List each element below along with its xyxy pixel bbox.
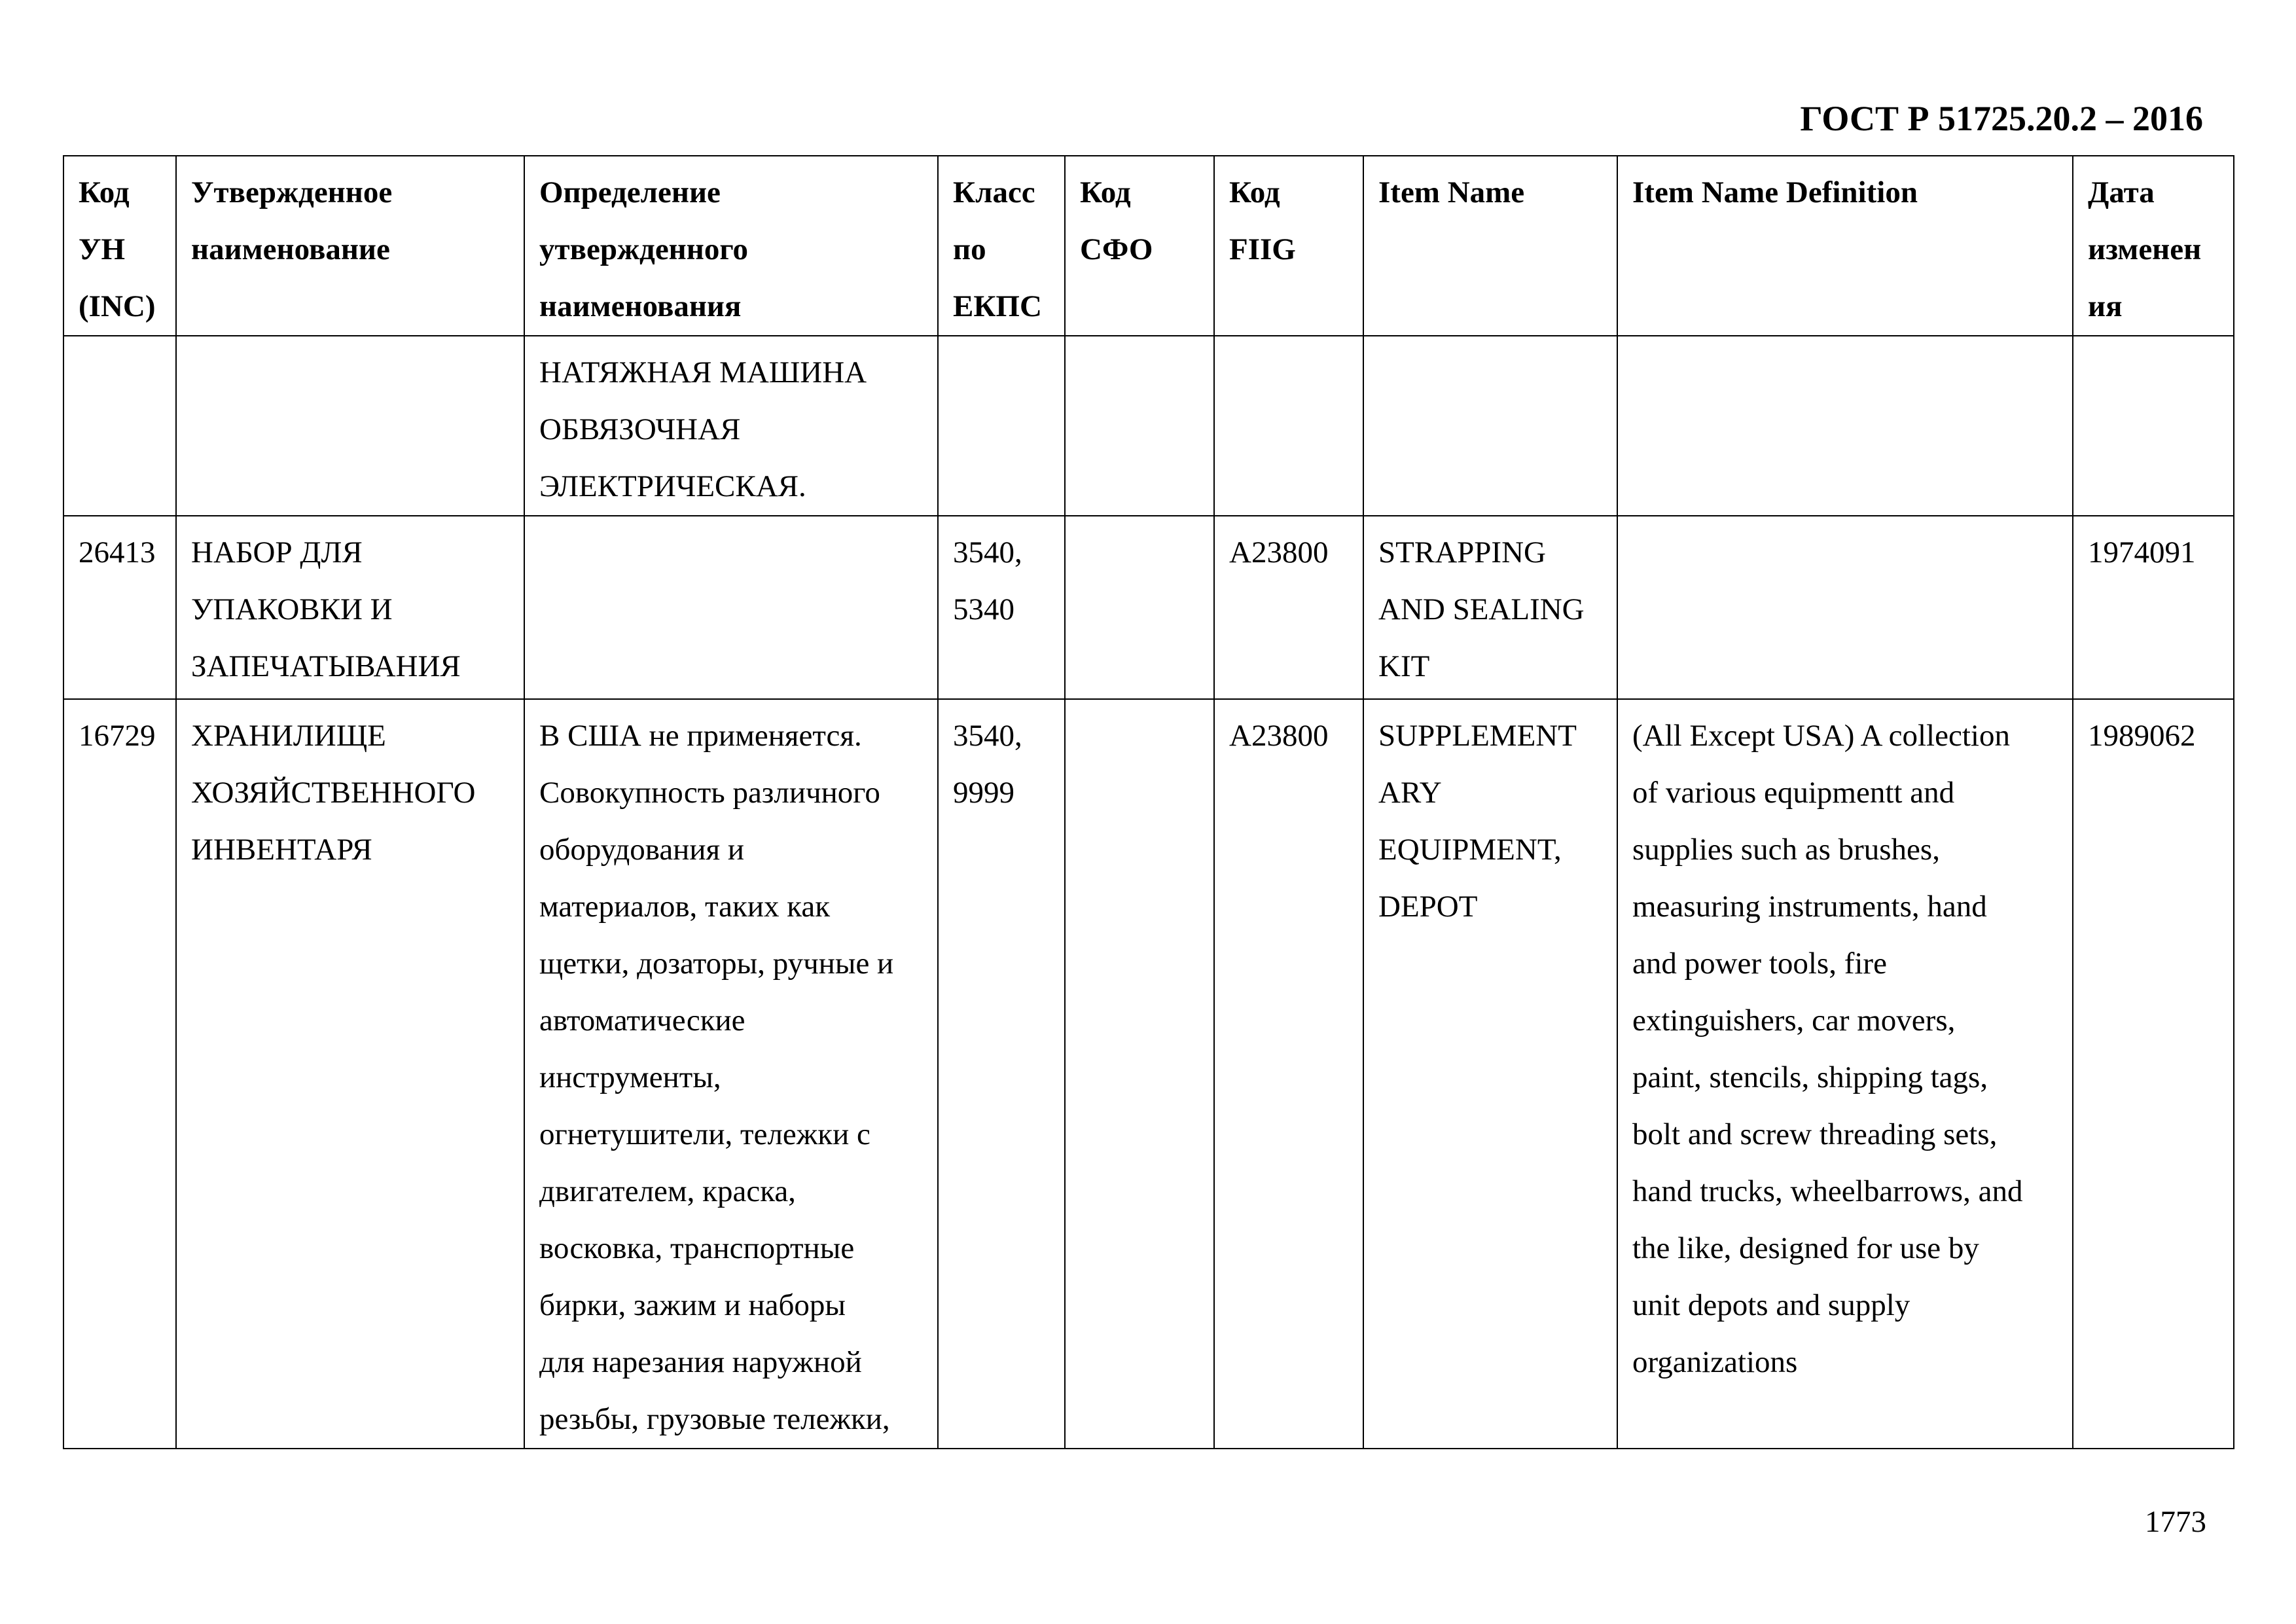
cell-approved-name [176,699,524,1449]
cell-ekps-class [938,336,1065,516]
cell-text-line: Код [79,175,130,209]
cell-text-line: Код [1229,175,1280,209]
cell-text-line: AND SEALING [1378,592,1585,626]
cell-text-line: KIT [1378,649,1430,683]
cell-text-line: Определение [539,175,721,209]
cell-text-line: unit depots and supply [1632,1288,1910,1322]
cell-text-line: the like, designed for use by [1632,1231,1979,1265]
cell-approved-name [176,336,524,516]
cell-sfo-code [1065,516,1214,699]
cell-text-line: 16729 [79,719,156,753]
cell-text-line: ХРАНИЛИЩЕ [191,719,386,753]
cell-text-line: ОБВЯЗОЧНАЯ [539,412,741,446]
cell-text-line: 1974091 [2088,535,2196,569]
cell-text-line: УН [79,232,126,266]
cell-text-line: утвержденного [539,232,749,266]
cell-text-line: Утвержденное [191,175,393,209]
cell-inc [63,336,176,516]
cell-text-line: 3540, [953,719,1022,753]
cell-text-line: SUPPLEMENT [1378,719,1577,753]
cell-text-line: огнетушители, тележки с [539,1117,870,1151]
cell-ekps-class [938,516,1065,699]
table-row [63,336,2234,516]
cell-text-line: DEPOT [1378,890,1478,924]
cell-text-line: measuring instruments, hand [1632,890,1987,924]
cell-text-line: 5340 [953,592,1014,626]
cell-text-line: по [953,232,986,266]
cell-name-definition [524,336,938,516]
cell-item-name-definition [1617,516,2073,699]
cell-inc [63,699,176,1449]
cell-ekps-class [938,699,1065,1449]
cell-text-line: ЕКПС [953,289,1042,323]
header-sfo-code [1065,156,1214,336]
cell-text-line: Дата [2088,175,2155,209]
cell-text-line: В США не применяется. [539,719,862,753]
table-header-row [63,156,2234,336]
cell-change-date [2073,699,2234,1449]
table-row [63,516,2234,699]
cell-name-definition [524,699,938,1449]
cell-text-line: bolt and screw threading sets, [1632,1117,1998,1151]
cell-item-name [1363,699,1617,1449]
cell-change-date [2073,516,2234,699]
document-standard-header: ГОСТ Р 51725.20.2 – 2016 [1800,99,2203,138]
cell-text-line: paint, stencils, shipping tags, [1632,1060,1988,1094]
cell-text-line: Класс [953,175,1035,209]
header-ekps-class [938,156,1065,336]
cell-item-name [1363,336,1617,516]
cell-text-line: наименование [191,232,390,266]
cell-text-line: (INC) [79,289,156,323]
cell-text-line: оборудования и [539,833,745,867]
table-row [63,699,2234,1449]
cell-text-line: extinguishers, car movers, [1632,1003,1956,1038]
cell-text-line: восковка, транспортные [539,1231,855,1265]
cell-text-line: бирки, зажим и наборы [539,1288,846,1322]
cell-text-line: supplies such as brushes, [1632,833,1940,867]
cell-text-line: автоматические [539,1003,745,1038]
cell-fiig-code [1214,699,1363,1449]
header-inc [63,156,176,336]
cell-text-line: Item Name [1378,175,1525,209]
catalog-table [63,155,2234,1449]
cell-text-line: 26413 [79,535,156,569]
cell-fiig-code [1214,336,1363,516]
cell-text-line: двигателем, краска, [539,1174,796,1208]
cell-text-line: изменен [2088,232,2202,266]
cell-text-line: and power tools, fire [1632,947,1887,981]
cell-text-line: ХОЗЯЙСТВЕННОГО [191,776,476,810]
cell-text-line: СФО [1080,232,1153,266]
cell-text-line: материалов, таких как [539,890,831,924]
cell-sfo-code [1065,699,1214,1449]
cell-item-name-definition [1617,336,2073,516]
cell-text-line: A23800 [1229,719,1329,753]
cell-fiig-code [1214,516,1363,699]
cell-text-line: Совокупность различного [539,776,880,810]
cell-name-definition [524,516,938,699]
cell-item-name [1363,516,1617,699]
cell-text-line: ARY [1378,776,1442,810]
cell-text-line: hand trucks, wheelbarrows, and [1632,1174,2023,1208]
cell-inc [63,516,176,699]
cell-text-line: Item Name Definition [1632,175,1918,209]
cell-text-line: НАБОР ДЛЯ [191,535,363,569]
cell-text-line: НАТЯЖНАЯ МАШИНА [539,355,867,389]
cell-approved-name [176,516,524,699]
cell-text-line: 9999 [953,776,1014,810]
cell-item-name-definition [1617,699,2073,1449]
cell-text-line: для нарезания наружной [539,1345,862,1379]
cell-text-line: ЭЛЕКТРИЧЕСКАЯ. [539,469,806,503]
cell-text-line: резьбы, грузовые тележки, [539,1402,890,1436]
cell-text-line: щетки, дозаторы, ручные и [539,947,894,981]
cell-text-line: of various equipmentt and [1632,776,1955,810]
cell-text-line: (All Except USA) A collection [1632,719,2010,753]
header-item-name [1363,156,1617,336]
header-change-date [2073,156,2234,336]
cell-text-line: STRAPPING [1378,535,1546,569]
page-number: 1773 [2145,1505,2206,1539]
cell-text-line: наименования [539,289,742,323]
cell-sfo-code [1065,336,1214,516]
cell-text-line: EQUIPMENT, [1378,833,1562,867]
cell-text-line: инструменты, [539,1060,721,1094]
cell-text-line: ИНВЕНТАРЯ [191,833,372,867]
cell-text-line: ия [2088,289,2123,323]
cell-text-line: FIIG [1229,232,1296,266]
cell-text-line: A23800 [1229,535,1329,569]
cell-text-line: Код [1080,175,1131,209]
header-item-name-definition [1617,156,2073,336]
cell-change-date [2073,336,2234,516]
cell-text-line: 3540, [953,535,1022,569]
header-fiig-code [1214,156,1363,336]
cell-text-line: УПАКОВКИ И [191,592,393,626]
header-approved-name [176,156,524,336]
cell-text-line: organizations [1632,1345,1798,1379]
cell-text-line: ЗАПЕЧАТЫВАНИЯ [191,649,461,683]
header-name-definition [524,156,938,336]
cell-text-line: 1989062 [2088,719,2196,753]
